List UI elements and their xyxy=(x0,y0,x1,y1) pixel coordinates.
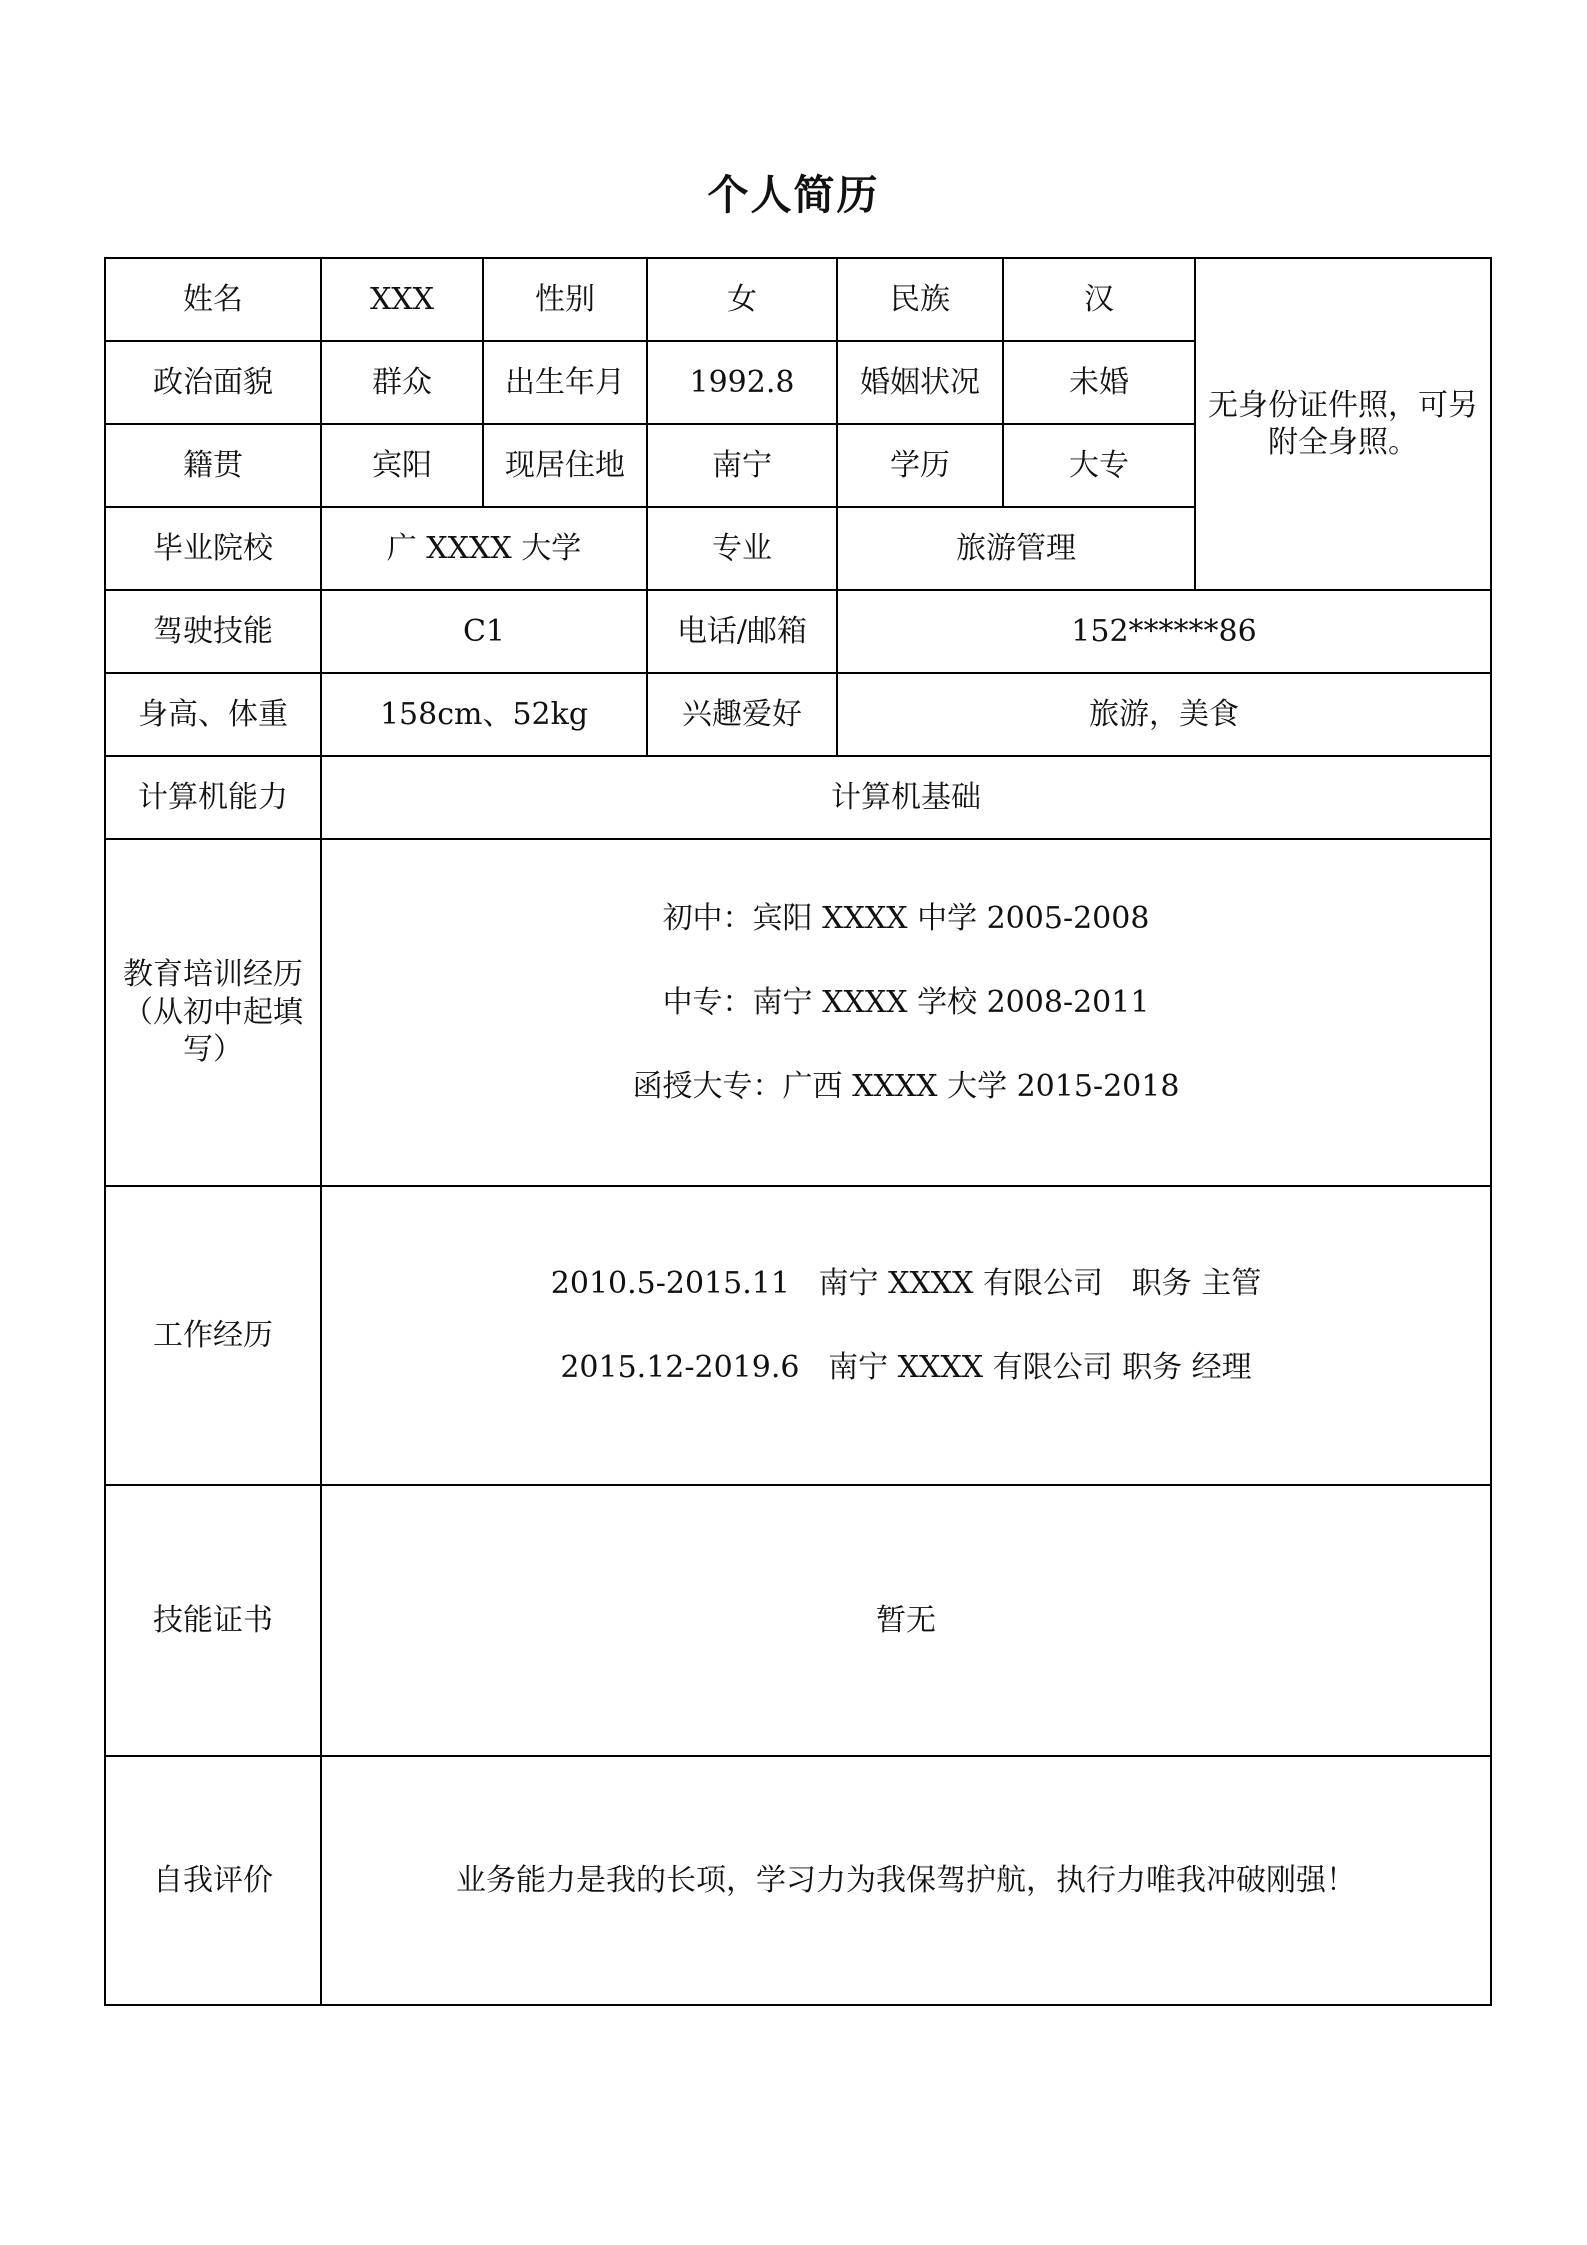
self-evaluation-value: 业务能力是我的长项，学习力为我保驾护航，执行力唯我冲破刚强！ xyxy=(456,1862,1356,1898)
native-label: 籍贯 xyxy=(105,424,321,507)
contact-value: 152******86 xyxy=(837,590,1491,673)
education-label: 学历 xyxy=(837,424,1003,507)
gender-label: 性别 xyxy=(483,258,647,341)
native-value: 宾阳 xyxy=(321,424,483,507)
table-row-certificates xyxy=(105,1485,1491,1756)
major-label: 专业 xyxy=(647,507,837,590)
marital-value: 未婚 xyxy=(1003,341,1195,424)
certificates-label: 技能证书 xyxy=(105,1485,321,1756)
major-value: 旅游管理 xyxy=(837,507,1195,590)
list-item: 函授大专：广西 XXXX 大学 2015-2018 xyxy=(632,1068,1180,1104)
education-value: 大专 xyxy=(1003,424,1195,507)
computer-label: 计算机能力 xyxy=(105,756,321,839)
driving-value: C1 xyxy=(321,590,647,673)
list-item: 2010.5-2015.11 南宁 XXXX 有限公司 职务 主管 xyxy=(550,1265,1262,1301)
political-label: 政治面貌 xyxy=(105,341,321,424)
list-item: 2015.12-2019.6 南宁 XXXX 有限公司 职务 经理 xyxy=(560,1349,1252,1385)
gender-value: 女 xyxy=(647,258,837,341)
resume-table xyxy=(104,257,1492,2006)
computer-value: 计算机基础 xyxy=(321,756,1491,839)
ethnicity-label: 民族 xyxy=(837,258,1003,341)
birth-label: 出生年月 xyxy=(483,341,647,424)
certificates-cell xyxy=(321,1485,1491,1756)
hobby-value: 旅游，美食 xyxy=(837,673,1491,756)
table-row-work-history xyxy=(105,1186,1491,1485)
list-item: 初中：宾阳 XXXX 中学 2005-2008 xyxy=(662,900,1150,936)
school-label: 毕业院校 xyxy=(105,507,321,590)
marital-label: 婚姻状况 xyxy=(837,341,1003,424)
self-evaluation-cell xyxy=(321,1756,1491,2005)
table-row-body xyxy=(105,673,1491,756)
residence-label: 现居住地 xyxy=(483,424,647,507)
birth-value: 1992.8 xyxy=(647,341,837,424)
political-value: 群众 xyxy=(321,341,483,424)
table-row-self-evaluation xyxy=(105,1756,1491,2005)
school-value: 广 XXXX 大学 xyxy=(321,507,647,590)
work-history-label: 工作经历 xyxy=(105,1186,321,1485)
ethnicity-value: 汉 xyxy=(1003,258,1195,341)
contact-label: 电话/邮箱 xyxy=(647,590,837,673)
work-history-list xyxy=(321,1186,1491,1485)
table-row-education-history xyxy=(105,839,1491,1186)
hobby-label: 兴趣爱好 xyxy=(647,673,837,756)
table-row-driving xyxy=(105,590,1491,673)
page-title: 个人简历 xyxy=(707,171,880,219)
certificates-value: 暂无 xyxy=(876,1602,936,1638)
body-value: 158cm、52kg xyxy=(321,673,647,756)
education-history-label: 教育培训经历（从初中起填写） xyxy=(105,839,321,1186)
residence-value: 南宁 xyxy=(647,424,837,507)
table-row-computer xyxy=(105,756,1491,839)
list-item: 中专：南宁 XXXX 学校 2008-2011 xyxy=(662,984,1150,1020)
body-label: 身高、体重 xyxy=(105,673,321,756)
table-row-name xyxy=(105,258,1491,341)
name-label: 姓名 xyxy=(105,258,321,341)
photo-placeholder: 无身份证件照，可另附全身照。 xyxy=(1195,258,1491,590)
self-evaluation-label: 自我评价 xyxy=(105,1756,321,2005)
name-value: XXX xyxy=(321,258,483,341)
driving-label: 驾驶技能 xyxy=(105,590,321,673)
education-history-list xyxy=(321,839,1491,1186)
